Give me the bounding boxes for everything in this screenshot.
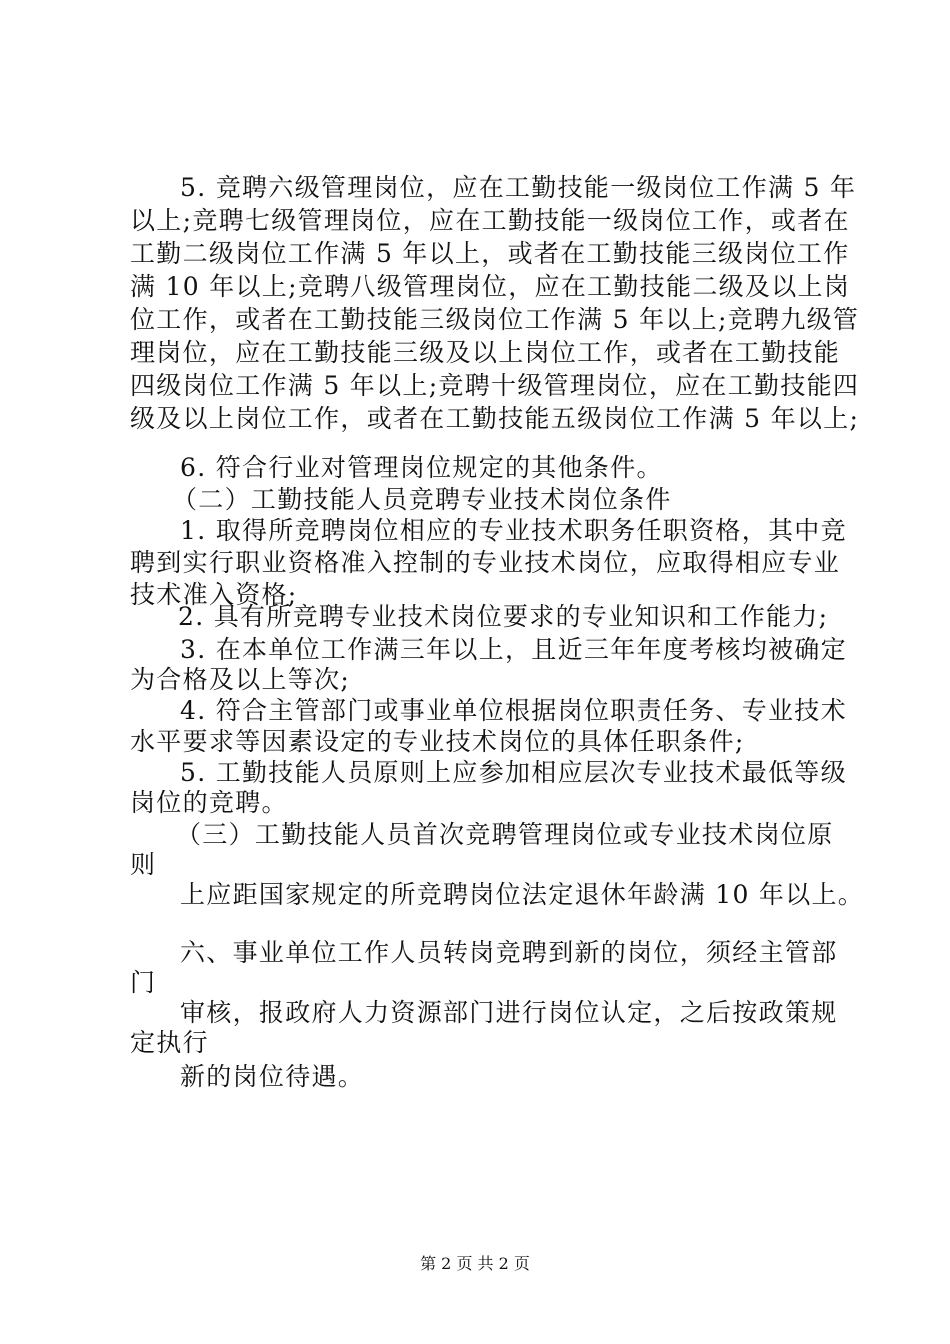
s2-item-4-line-2: 水平要求等因素设定的专业技术岗位的具体任职条件; <box>130 727 745 756</box>
s2-item-5-line-1: 5. 工勤技能人员原则上应参加相应层次专业技术最低等级 <box>180 758 847 787</box>
section-3-line-3: 上应距国家规定的所竞聘岗位法定退休年龄满 10 年以上。 <box>180 880 865 909</box>
s2-item-1-line-3: 技术准入资格; <box>130 580 298 609</box>
s2-item-2: 2. 具有所竞聘专业技术岗位要求的专业知识和工作能力; <box>178 602 829 631</box>
item-6: 6. 符合行业对管理岗位规定的其他条件。 <box>180 453 663 482</box>
paragraph-5-line-3: 工勤二级岗位工作满 5 年以上，或者在工勤技能三级岗位工作 <box>130 239 850 268</box>
s2-item-1-line-1: 1. 取得所竞聘岗位相应的专业技术职务任职资格，其中竞 <box>180 516 847 545</box>
paragraph-5-line-6: 理岗位，应在工勤技能三级及以上岗位工作，或者在工勤技能 <box>130 338 841 367</box>
paragraph-5-line-1: 5. 竞聘六级管理岗位，应在工勤技能一级岗位工作满 5 年 <box>180 173 857 202</box>
s2-item-1-line-2: 聘到实行职业资格准入控制的专业技术岗位，应取得相应专业 <box>130 548 841 577</box>
section-6-line-5: 新的岗位待遇。 <box>180 1062 365 1091</box>
s2-item-3-line-1: 3. 在本单位工作满三年以上，且近三年年度考核均被确定 <box>180 635 847 664</box>
paragraph-5-line-7: 四级岗位工作满 5 年以上;竞聘十级管理岗位，应在工勤技能四 <box>130 371 860 400</box>
section-3-line-2: 则 <box>130 850 157 879</box>
section-6-line-2: 门 <box>130 968 157 997</box>
paragraph-5-line-8: 级及以上岗位工作，或者在工勤技能五级岗位工作满 5 年以上; <box>130 404 860 433</box>
section-6-line-1: 六、事业单位工作人员转岗竞聘到新的岗位，须经主管部 <box>180 938 838 967</box>
paragraph-5-line-2: 以上;竞聘七级管理岗位，应在工勤技能一级岗位工作，或者在 <box>130 206 850 235</box>
section-3-line-1: （三）工勤技能人员首次竞聘管理岗位或专业技术岗位原 <box>176 820 834 849</box>
section-6-line-3: 审核，报政府人力资源部门进行岗位认定，之后按政策规 <box>180 998 838 1027</box>
s2-item-4-line-1: 4. 符合主管部门或事业单位根据岗位职责任务、专业技术 <box>180 696 847 725</box>
paragraph-5-line-5: 位工作，或者在工勤技能三级岗位工作满 5 年以上;竞聘九级管 <box>130 305 860 334</box>
s2-item-5-line-2: 岗位的竞聘。 <box>130 788 288 817</box>
page-footer: 第 2 页 共 2 页 <box>420 1254 530 1273</box>
paragraph-5-line-4: 满 10 年以上;竞聘八级管理岗位，应在工勤技能二级及以上岗 <box>130 272 851 301</box>
s2-item-3-line-2: 为合格及以上等次; <box>130 665 351 694</box>
section-6-line-4: 定执行 <box>130 1028 209 1057</box>
section-2-heading: （二）工勤技能人员竞聘专业技术岗位条件 <box>172 485 672 514</box>
